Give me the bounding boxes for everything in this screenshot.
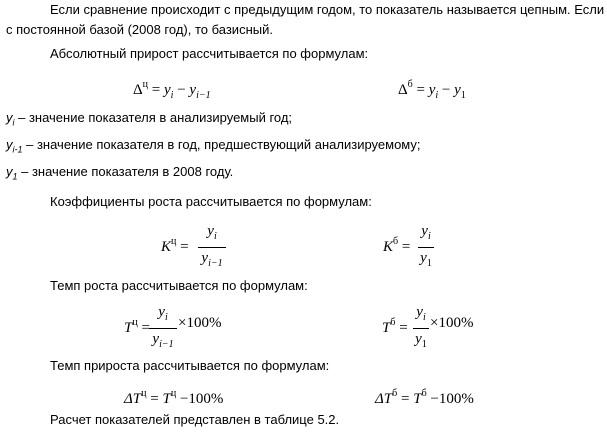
formula-t-chain-fraction: $y_i$ $y_{i-1}$ [149, 303, 177, 354]
definition-y1: $y_1$ – значение показателя в 2008 году. [6, 164, 234, 182]
fraction-bar [149, 328, 177, 329]
formula-dt-chain: $\Delta T^ц = T^ц -100\%$ [124, 388, 224, 407]
formula-t-chain-tail: ×100% [178, 315, 222, 331]
formula-dt-base: $\Delta T^б = T^б -100\%$ [375, 388, 474, 407]
fraction-bar [413, 328, 429, 329]
definition-yi-1: $y_{i-1}$ – значение показателя в год, предшествующий анализируемому; [6, 137, 421, 155]
formula-k-chain-fraction: $y_i$ $y_{i-1}$ [198, 222, 226, 273]
intro-line-2: с постоянной базой (2008 год), то базисный. [6, 22, 273, 37]
rate-growth-heading: Темп роста рассчитывается по формулам: [50, 278, 308, 293]
coef-growth-heading: Коэффициенты роста рассчитывается по формулам: [50, 194, 372, 209]
intro-line-1: Если сравнение происходит с предыдущим годом, то показатель называется цепным. Если [50, 2, 605, 17]
formula-delta-chain: $\Delta^ц = y_i - y_{i-1}$ [133, 79, 211, 101]
formula-t-chain-lhs: $T^ц$ = [124, 317, 150, 336]
formula-delta-base: $\Delta^б = y_i - y_1$ [398, 79, 466, 101]
fraction-bar [418, 247, 434, 248]
rate-increase-heading: Темп прироста рассчитывается по формулам: [50, 358, 330, 373]
table-reference: Расчет показателей представлен в таблице 5.2. [50, 412, 340, 427]
formula-k-chain-lhs: $K^ц$ = [161, 236, 189, 255]
definition-yi: $y_i$ – значение показателя в анализируемый год; [6, 110, 293, 128]
formula-t-base-fraction: $y_i$ $y_1$ [413, 303, 429, 354]
abs-growth-heading: Абсолютный прирост рассчитывается по формулам: [50, 46, 369, 61]
formula-t-base-tail: ×100% [430, 315, 474, 331]
fraction-bar [198, 247, 226, 248]
formula-k-base-fraction: $y_i$ $y_1$ [418, 222, 434, 273]
formula-k-base-lhs: $K^б$ = [383, 236, 411, 255]
formula-t-base-lhs: $T^б$ = [382, 317, 408, 336]
